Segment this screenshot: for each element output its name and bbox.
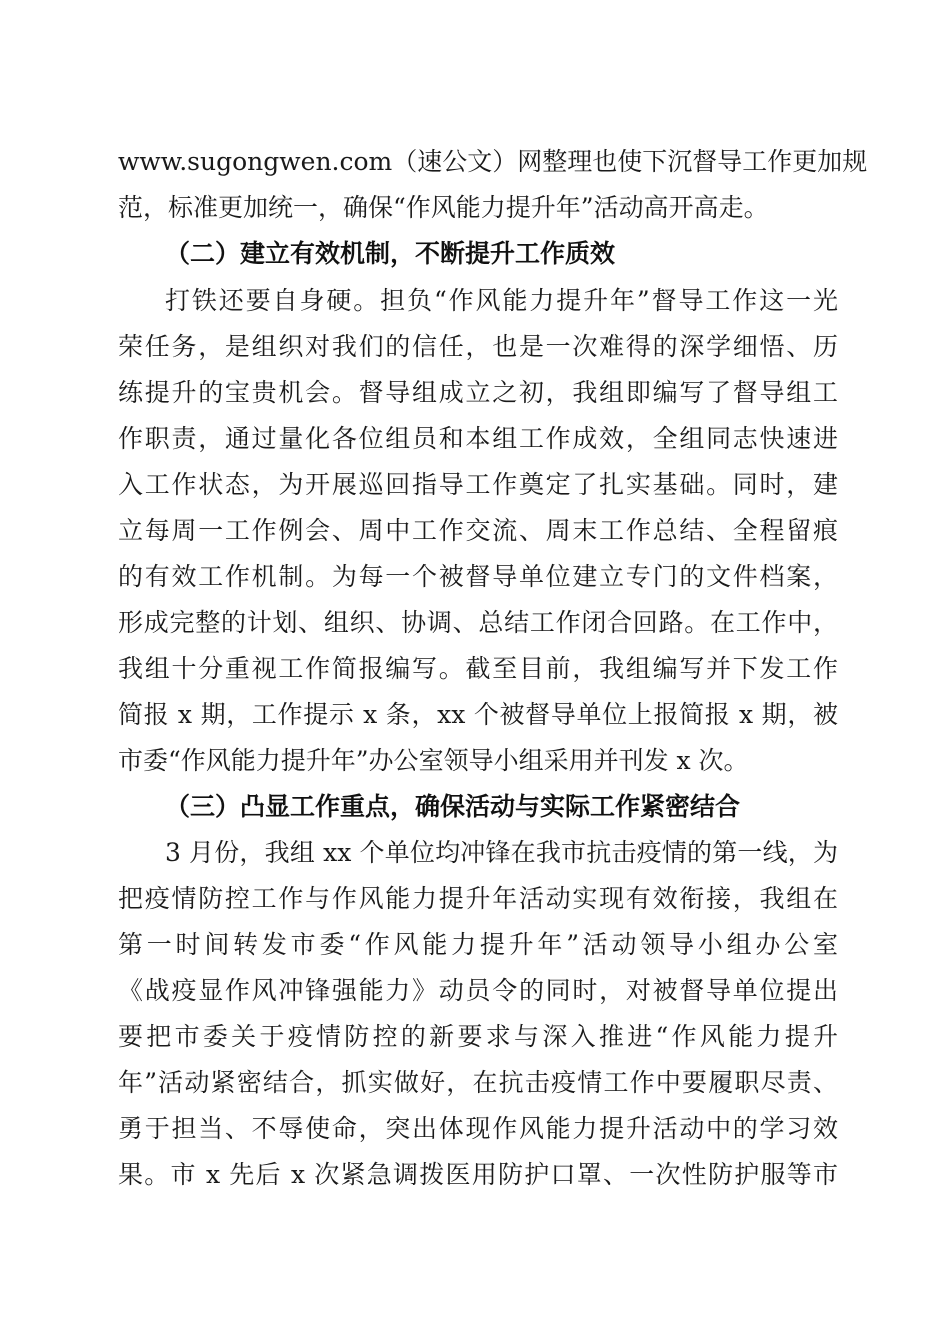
paragraph-line: 《战疫显作风冲锋强能力》动员令的同时，对被督导单位提出 — [118, 976, 838, 1005]
paragraph-line: www.sugongwen.com（速公文）网整理也使下沉督导工作更加规 — [118, 147, 868, 176]
paragraph-line: 范，标准更加统一，确保“作风能力提升年”活动高开高走。 — [118, 193, 769, 222]
paragraph-line: 年”活动紧密结合，抓实做好，在抗击疫情工作中要履职尽责、 — [118, 1068, 838, 1097]
paragraph-line: 把疫情防控工作与作风能力提升年活动实现有效衔接，我组在 — [118, 884, 838, 913]
paragraph-line: 果。市 x 先后 x 次紧急调拨医用防护口罩、一次性防护服等市 — [118, 1160, 838, 1189]
paragraph-line: 作职责，通过量化各位组员和本组工作成效，全组同志快速进 — [118, 424, 838, 453]
paragraph-line: 立每周一工作例会、周中工作交流、周末工作总结、全程留痕 — [118, 516, 838, 545]
section-heading: （二）建立有效机制，不断提升工作质效 — [165, 239, 616, 268]
paragraph-line: 形成完整的计划、组织、协调、总结工作闭合回路。在工作中， — [118, 608, 838, 637]
paragraph-line: 荣任务，是组织对我们的信任，也是一次难得的深学细悟、历 — [118, 332, 838, 361]
paragraph-line: 3 月份，我组 xx 个单位均冲锋在我市抗击疫情的第一线，为 — [165, 838, 838, 867]
paragraph-line: 市委“作风能力提升年”办公室领导小组采用并刊发 x 次。 — [118, 746, 749, 775]
paragraph-line: 的有效工作机制。为每一个被督导单位建立专门的文件档案， — [118, 562, 838, 591]
paragraph-line: 入工作状态，为开展巡回指导工作奠定了扎实基础。同时，建 — [118, 470, 838, 499]
section-heading: （三）凸显工作重点，确保活动与实际工作紧密结合 — [165, 792, 741, 821]
paragraph-line: 勇于担当、不辱使命，突出体现作风能力提升活动中的学习效 — [118, 1114, 838, 1143]
paragraph-line: 打铁还要自身硬。担负“作风能力提升年”督导工作这一光 — [165, 286, 838, 315]
paragraph-line: 简报 x 期，工作提示 x 条，xx 个被督导单位上报简报 x 期，被 — [118, 700, 838, 729]
paragraph-line: 练提升的宝贵机会。督导组成立之初，我组即编写了督导组工 — [118, 378, 838, 407]
paragraph-line: 我组十分重视工作简报编写。截至目前，我组编写并下发工作 — [118, 654, 838, 683]
paragraph-line: 第一时间转发市委“作风能力提升年”活动领导小组办公室 — [118, 930, 838, 959]
paragraph-line: 要把市委关于疫情防控的新要求与深入推进“作风能力提升 — [118, 1022, 838, 1051]
